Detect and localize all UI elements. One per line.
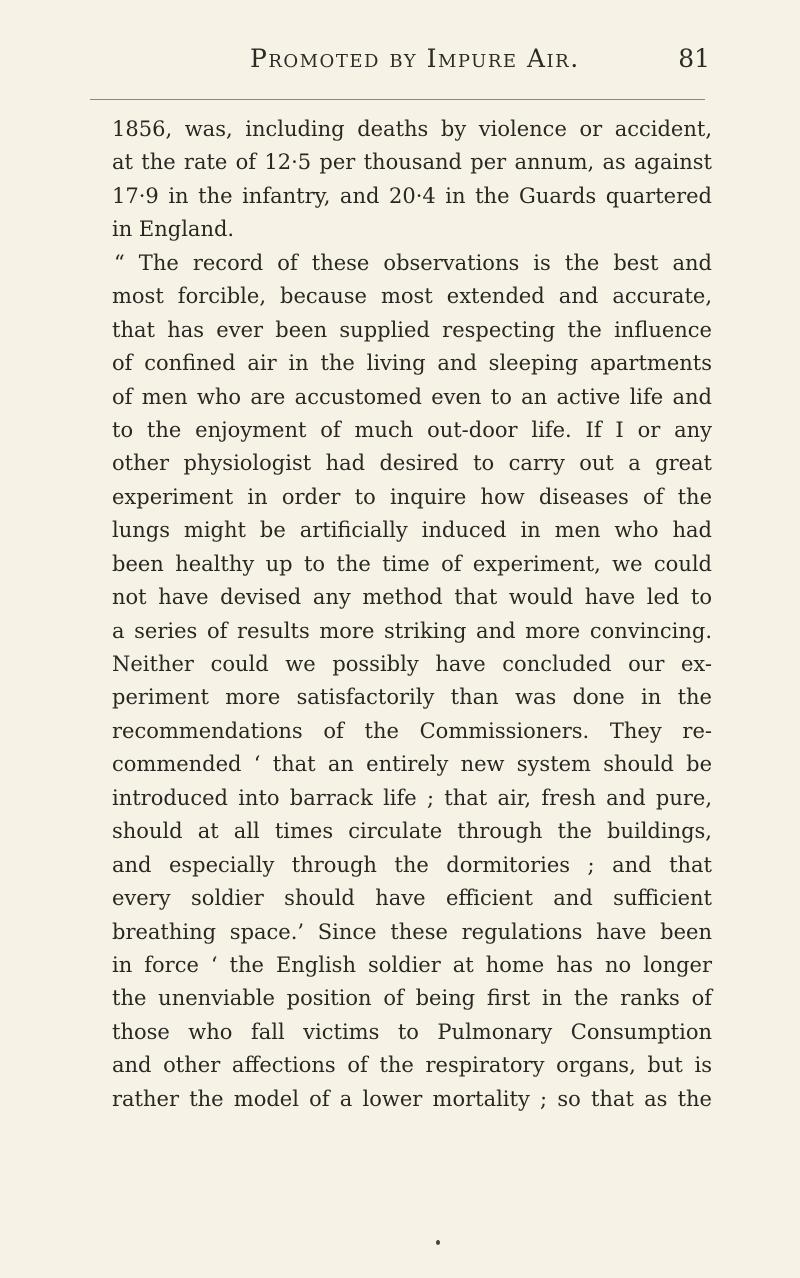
text-line: every soldier should have efficient and sufficient bbox=[112, 886, 712, 911]
text-line: “ The record of these observations is the best and bbox=[114, 250, 712, 275]
text-line: 17·9 in the infantry, and 20·4 in the Guards quartered bbox=[112, 183, 712, 208]
text-line: most forcible, because most extended and accurate, bbox=[112, 284, 712, 309]
text-line: recommendations of the Commissioners. They re- bbox=[112, 718, 712, 743]
header-rule bbox=[90, 99, 705, 100]
text-line: of men who are accustomed even to an active life and bbox=[112, 384, 712, 409]
text-line: not have devised any method that would have led to bbox=[112, 585, 712, 610]
text-line: of confined air in the living and sleeping apartments bbox=[112, 351, 712, 376]
text-line: commended ‘ that an entirely new system should be bbox=[112, 752, 712, 777]
text-line: Neither could we possibly have concluded our ex- bbox=[112, 652, 712, 676]
text-line: other physiologist had desired to carry out a great bbox=[112, 451, 712, 476]
print-speck bbox=[436, 1240, 440, 1245]
text-line: the unenviable position of being first in the ranks of bbox=[112, 986, 712, 1011]
body-text bbox=[112, 113, 712, 1116]
running-title: Promoted by Impure Air. bbox=[250, 44, 580, 73]
text-line: periment more satisfactorily than was done in the bbox=[112, 685, 712, 710]
text-line: experiment in order to inquire how diseases of the bbox=[112, 484, 712, 509]
text-line: been healthy up to the time of experiment, we could bbox=[112, 551, 712, 576]
running-head bbox=[250, 44, 750, 84]
text-line: those who fall victims to Pulmonary Consumption bbox=[112, 1019, 712, 1044]
text-line: in force ‘ the English soldier at home has no longer bbox=[112, 952, 712, 977]
text-line: lungs might be artificially induced in men who had bbox=[112, 518, 712, 543]
text-line: and especially through the dormitories ; and that bbox=[112, 852, 712, 877]
text-line: and other affections of the respiratory organs, but is bbox=[112, 1053, 712, 1078]
text-line: 1856, was, including deaths by violence or accident, bbox=[112, 117, 712, 141]
text-line: at the rate of 12·5 per thousand per annum, as against bbox=[112, 150, 712, 175]
page-number: 81 bbox=[678, 44, 710, 73]
text-line: rather the model of a lower mortality ; so that as the bbox=[112, 1086, 712, 1111]
text-line: should at all times circulate through the buildings, bbox=[112, 819, 712, 844]
text-line: in England. bbox=[112, 217, 235, 242]
text-line: a series of results more striking and more convincing. bbox=[112, 618, 712, 643]
text-line: breathing space.’ Since these regulations have been bbox=[112, 919, 712, 944]
text-line: introduced into barrack life ; that air, fresh and pure, bbox=[112, 785, 712, 810]
text-line: that has ever been supplied respecting the influence bbox=[112, 317, 712, 342]
text-line: to the enjoyment of much out-door life. If I or any bbox=[112, 417, 712, 442]
